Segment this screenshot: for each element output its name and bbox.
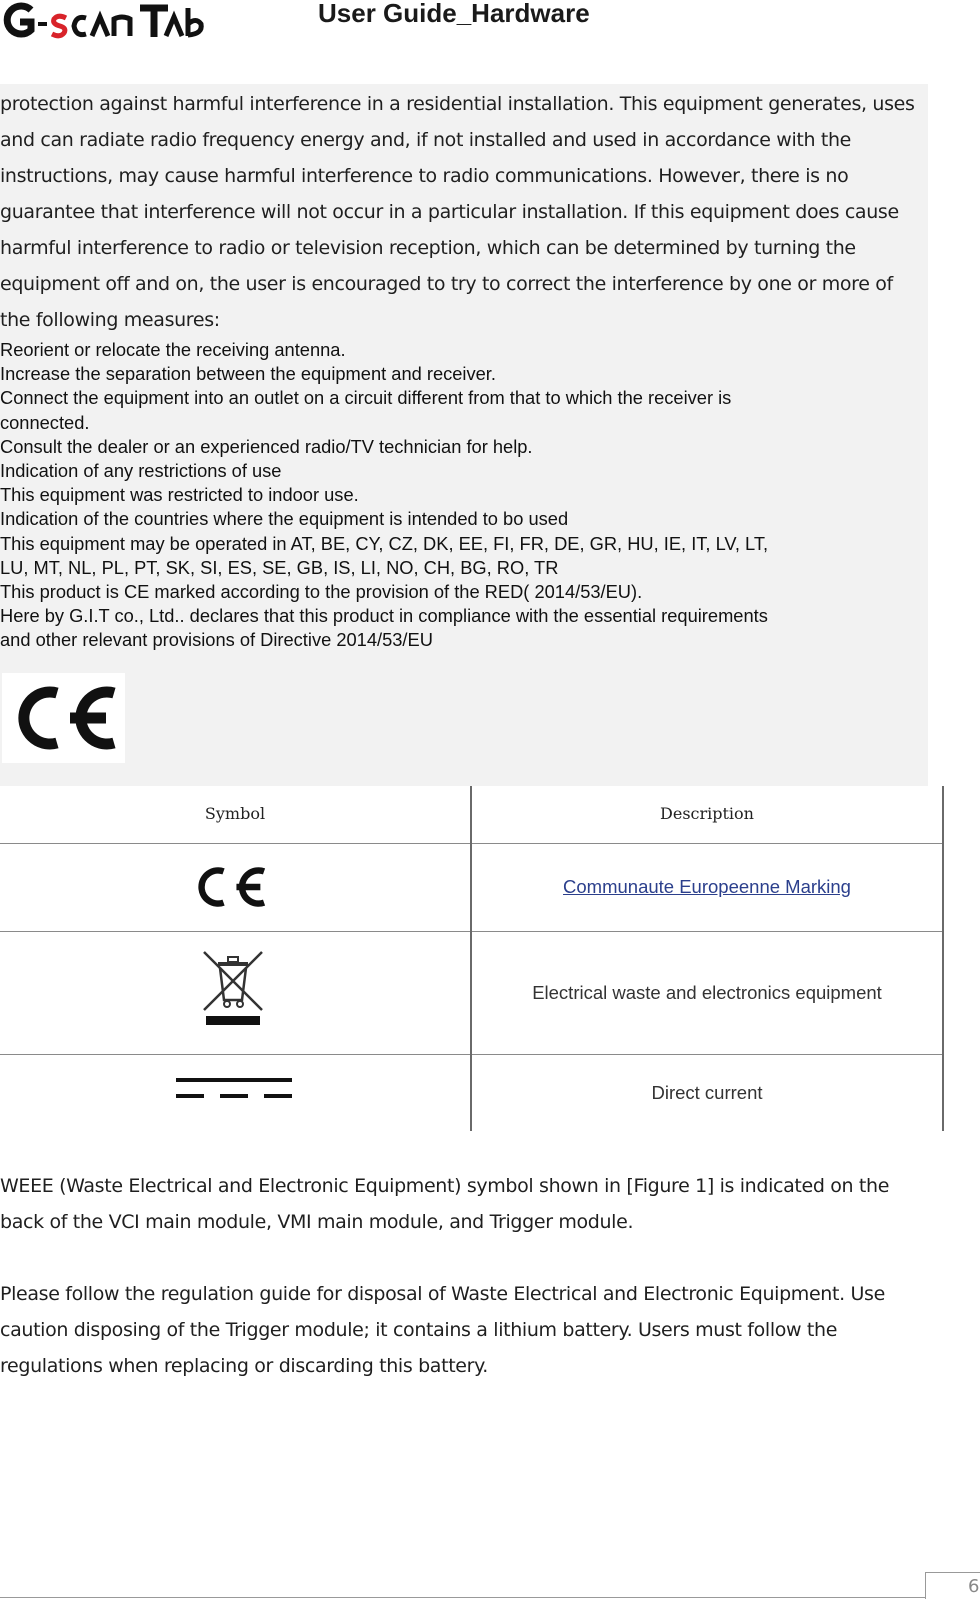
regulatory-line: Reorient or relocate the receiving antenna. — [0, 339, 346, 360]
gscan-tab-logo — [0, 0, 205, 44]
table-header-symbol: Symbol — [204, 804, 266, 823]
regulatory-notice-list — [0, 338, 900, 653]
document-header-title: User Guide_Hardware — [318, 0, 590, 28]
regulatory-line: Indication of any restrictions of use — [0, 460, 282, 482]
weee-description: Electrical waste and electronics equipment — [532, 982, 882, 1003]
regulatory-line: LU, MT, NL, PL, PT, SK, SI, ES, SE, GB, IS, LI, NO, CH, BG, RO, TR — [0, 556, 559, 578]
symbol-table — [0, 786, 944, 1131]
regulatory-line: connected. — [0, 411, 90, 433]
fcc-interference-paragraph: protection against harmful interference in a residential installation. This equipment generates, uses and can radiate radio frequency energy and, if not installed and used in accordance with the instructions, may cause harmful interference to radio communications. However, there is no guarantee that interference will not occur in a particular installation. If this equipment does cause harmful interference to radio or television reception, which can be determined by turning the equipment off and on, the user is encouraged to try to correct the interference by one or more of the following measures: — [0, 93, 915, 331]
ce-mark-icon — [2, 673, 125, 763]
regulatory-line: Here by G.I.T co., Ltd.. declares that this product in compliance with the essential requirements — [0, 605, 768, 627]
regulatory-line: and other relevant provisions of Directive 2014/53/EU — [0, 629, 433, 651]
regulatory-line: This equipment was restricted to indoor use. — [0, 484, 359, 506]
regulatory-line: This equipment may be operated in AT, BE, CY, CZ, DK, EE, FI, FR, DE, GR, HU, IE, IT, LV, LT, — [0, 532, 769, 554]
direct-current-description: Direct current — [651, 1082, 763, 1103]
regulatory-line: This product is CE marked according to the provision of the RED( 2014/53/EU). — [0, 581, 643, 603]
regulatory-line: Connect the equipment into an outlet on a circuit different from that to which the receiver is — [0, 387, 732, 409]
regulatory-line: Increase the separation between the equipment and receiver. — [0, 363, 496, 385]
page-number: 6 — [968, 1576, 980, 1597]
weee-bin-icon — [198, 948, 268, 1028]
ce-mark-icon — [188, 864, 272, 910]
footer-rule — [0, 1597, 925, 1598]
regulatory-line: Consult the dealer or an experienced radio/TV technician for help. — [0, 435, 533, 457]
regulatory-line: Indication of the countries where the equipment is intended to bo used — [0, 508, 569, 530]
direct-current-icon — [174, 1074, 294, 1104]
table-header-description: Description — [660, 804, 754, 823]
weee-paragraph: WEEE (Waste Electrical and Electronic Equipment) symbol shown in [Figure 1] is indicated on the back of the VCI main module, VMI main module, and Trigger module. — [0, 1175, 890, 1233]
disposal-paragraph: Please follow the regulation guide for disposal of Waste Electrical and Electronic Equipment. Use caution disposing of the Trigger module; it contains a lithium battery. Users must follow the regulations when replacing or discarding this battery. — [0, 1283, 885, 1377]
ce-marking-description: Communaute Europeenne Marking — [563, 876, 851, 897]
